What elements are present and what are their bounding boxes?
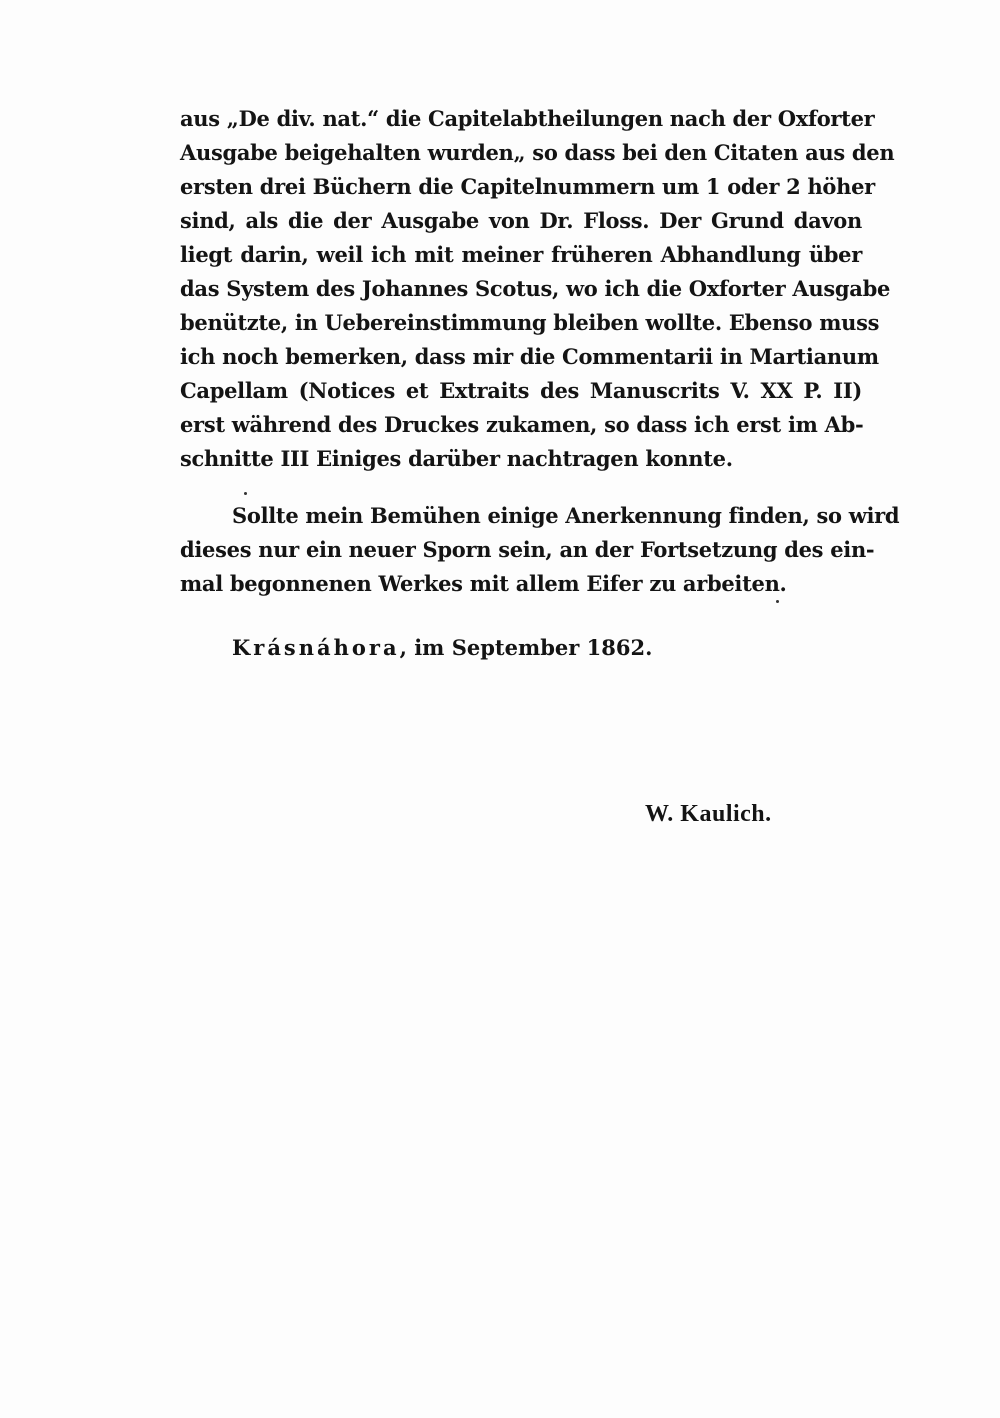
author-signature: W. Kaulich.: [645, 801, 772, 827]
text-line: das System des Johannes Scotus, wo ich die Oxforter Ausgabe: [180, 276, 891, 301]
paragraph-1: [180, 102, 895, 476]
text-line: Capellam (Notices et Extraits des Manuscrits V. XX P. II): [180, 378, 862, 403]
text-line: schnitte III Einiges darüber nachtragen konnte.: [180, 446, 733, 471]
text-line: dieses nur ein neuer Sporn sein, an der Fortsetzung des ein-: [180, 537, 875, 562]
text-line: ersten drei Büchern die Capitelnummern um 1 oder 2 höher: [180, 174, 875, 199]
text-line: mal begonnenen Werkes mit allem Eifer zu arbeiten.: [180, 571, 787, 596]
place-name: Krásnáhora: [232, 635, 400, 660]
text-line: benützte, in Uebereinstimmung bleiben wollte. Ebenso muss: [180, 310, 880, 335]
date-text: , im September 1862.: [399, 635, 653, 660]
place-date-line: [232, 631, 652, 665]
text-line: Ausgabe beigehalten wurden„ so dass bei den Citaten aus den: [180, 140, 895, 165]
print-speck: [244, 492, 247, 495]
text-line: ich noch bemerken, dass mir die Commentarii in Martianum: [180, 344, 879, 369]
paragraph-2: [180, 499, 900, 601]
text-line: Sollte mein Bemühen einige Anerkennung finden, so wird: [232, 503, 900, 528]
text-line: liegt darin, weil ich mit meiner früheren Abhandlung über: [180, 242, 862, 267]
text-line: erst während des Druckes zukamen, so dass ich erst im Ab-: [180, 412, 864, 437]
print-speck: [776, 600, 779, 603]
text-line: aus „De div. nat.“ die Capitelabtheilungen nach der Oxforter: [180, 106, 875, 131]
text-line: sind, als die der Ausgabe von Dr. Floss. Der Grund davon: [180, 208, 862, 233]
